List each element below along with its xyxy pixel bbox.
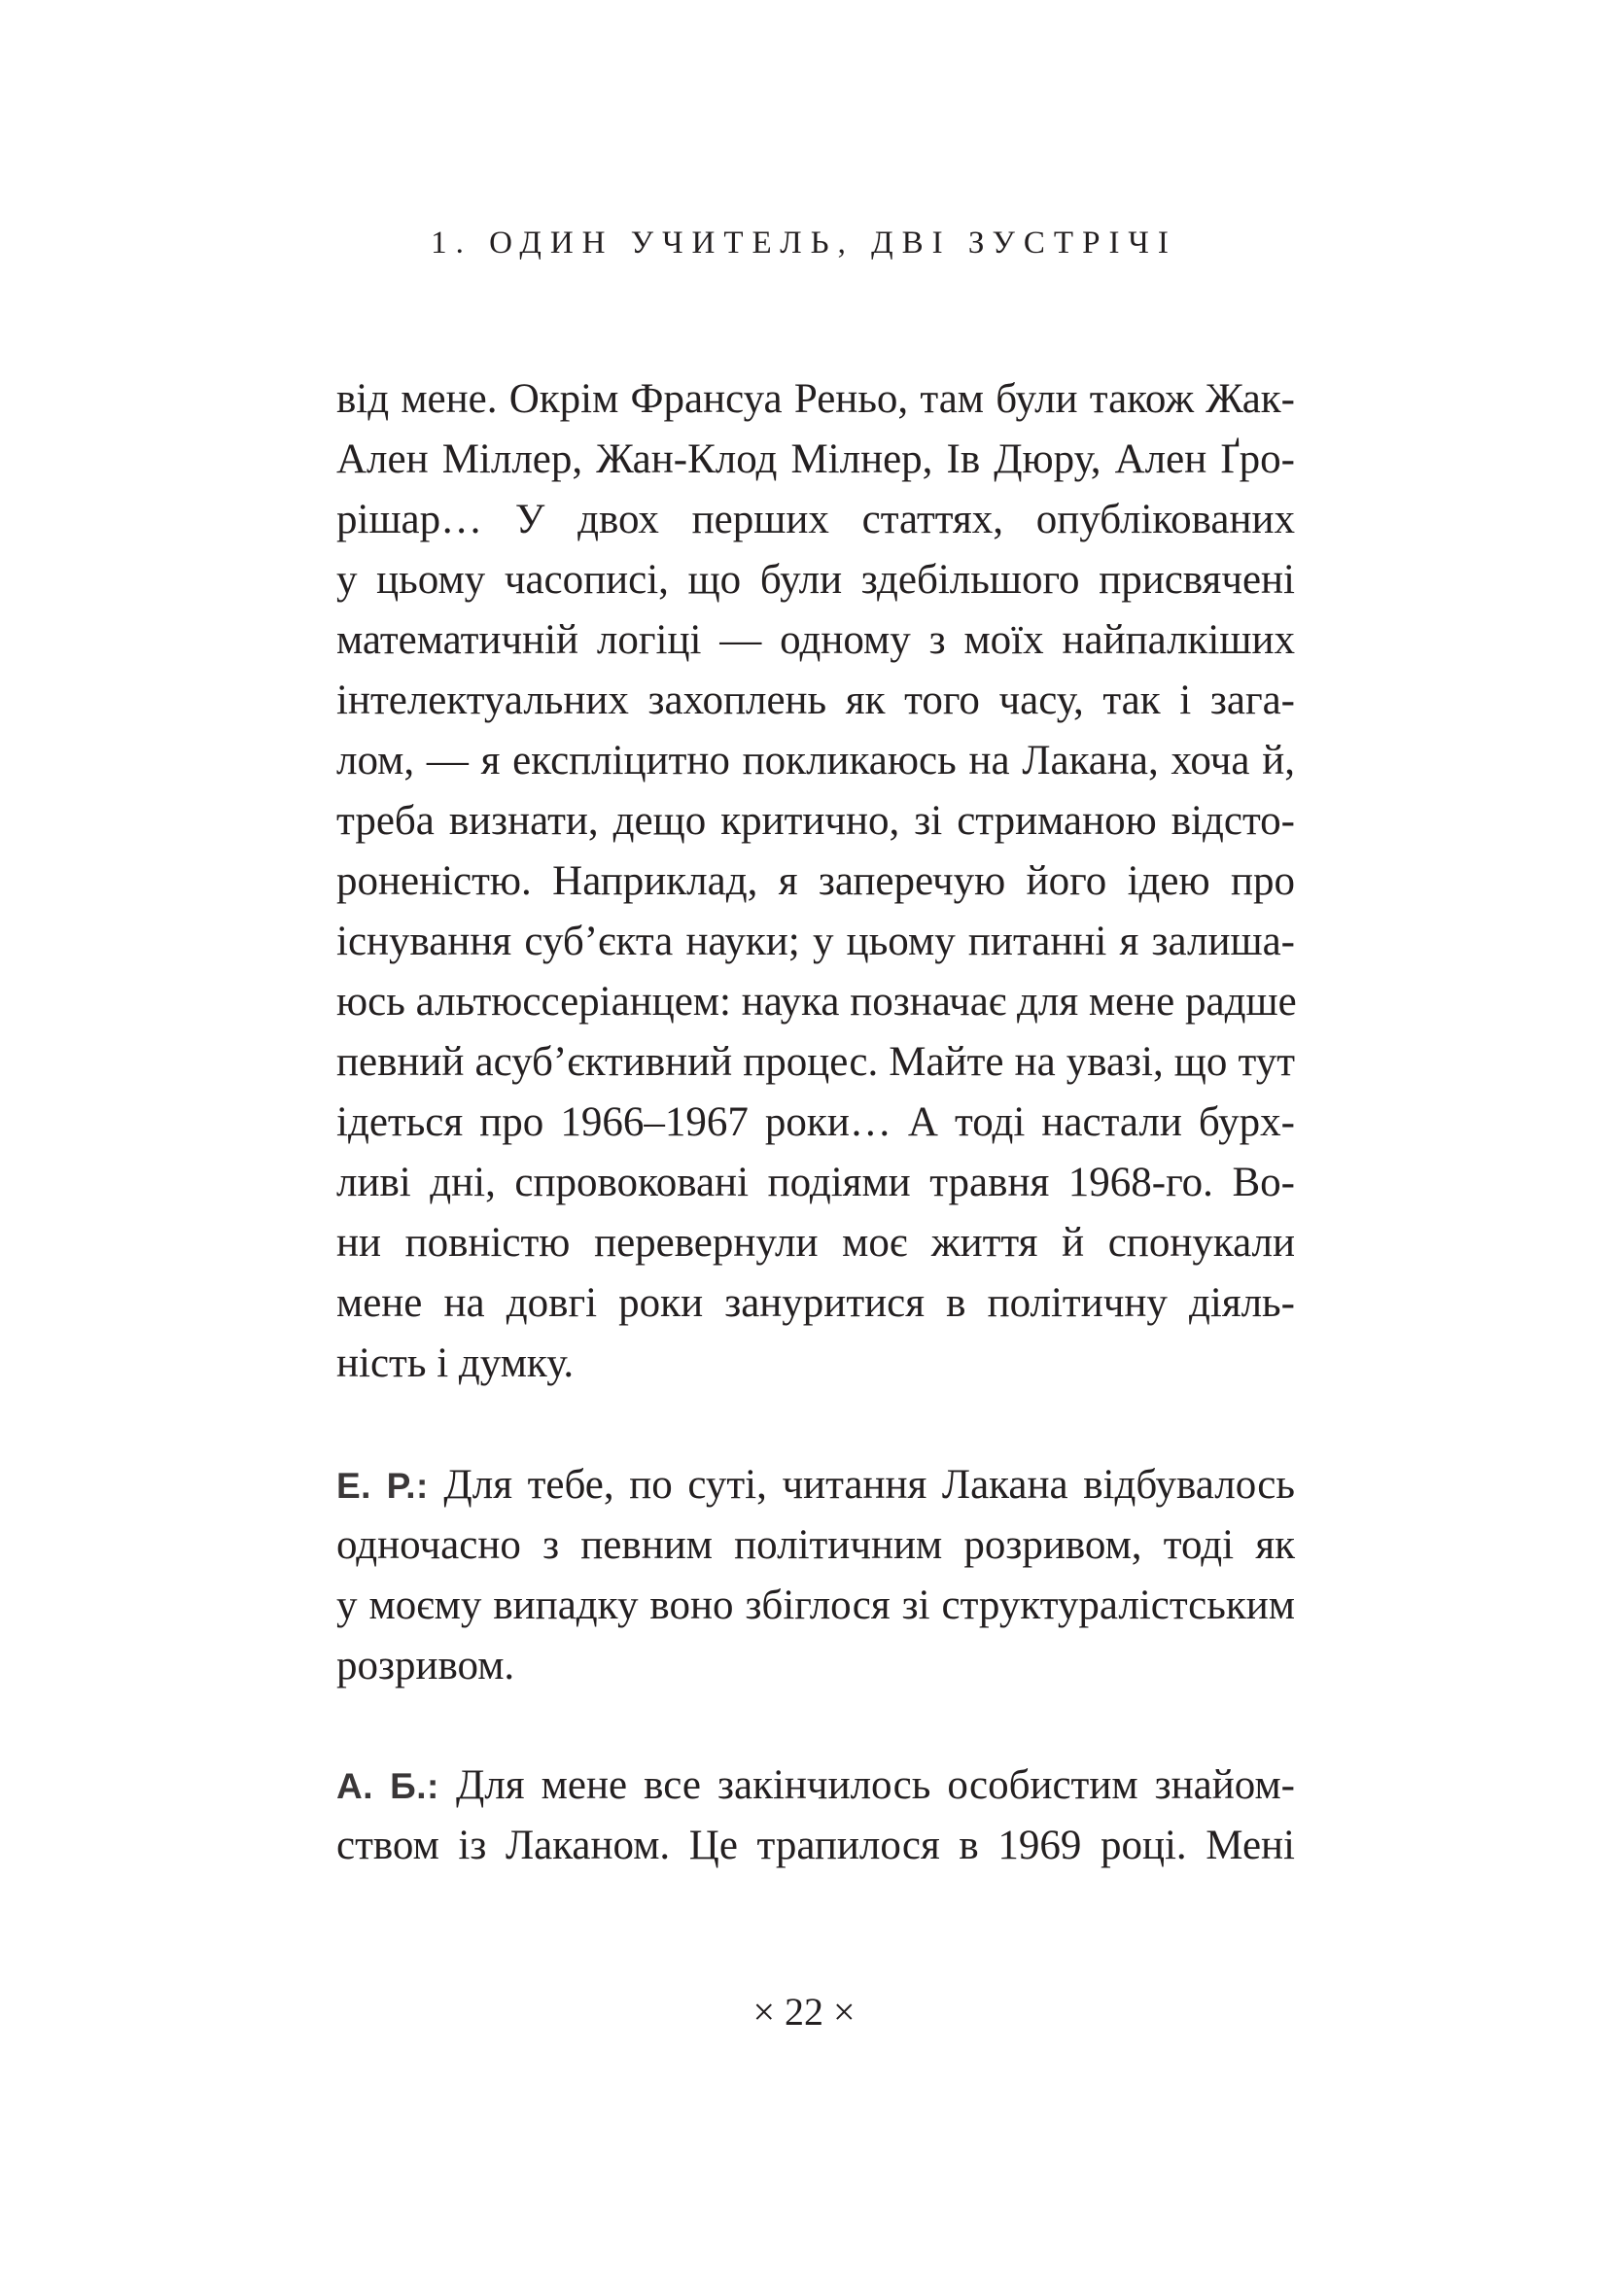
text-line: ством із Лаканом. Це трапилося в 1969 році. Мені <box>336 1823 1295 1868</box>
text-line: від мене. Окрім Франсуа Реньо, там були також Жак- <box>336 376 1295 422</box>
text-line: мене на довгі роки зануритися в політичну діяль- <box>336 1280 1295 1326</box>
text-line-with-speaker <box>336 1756 1295 1816</box>
text-line: ідеться про 1966–1967 роки… А тоді настали бурх- <box>336 1099 1295 1145</box>
text-line: у моєму випадку воно збіглося зі структуралістським <box>336 1583 1295 1628</box>
speaker-label: Е. Р.: <box>336 1466 429 1506</box>
text-line: ність і думку. <box>336 1340 575 1386</box>
text-line: ливі дні, спровоковані подіями травня 1968-го. Во- <box>336 1160 1295 1205</box>
text-line: Ален Міллер, Жан-Клод Мілнер, Ів Дюру, Ален Ґро- <box>336 436 1295 482</box>
text-line: інтелектуальних захоплень як того часу, так і зага- <box>336 678 1295 723</box>
text-line: ни повністю перевернули моє життя й спонукали <box>336 1220 1295 1266</box>
text-line: математичній логіці — одному з моїх найпалкіших <box>336 617 1295 663</box>
text-line: одночасно з певним політичним розривом, тоді як <box>336 1522 1295 1568</box>
text-line: лом, — я експліцитно покликаюсь на Лакана, хоча й, <box>336 738 1295 783</box>
text-line: існування суб’єкта науки; у цьому питанні я залиша- <box>336 919 1295 964</box>
text-line: розривом. <box>336 1643 515 1688</box>
text-line: роненістю. Наприклад, я заперечую його ідею про <box>336 858 1295 904</box>
text-line: Для тебе, по суті, читання Лакана відбувалось <box>428 1462 1295 1508</box>
page-number: × 22 × <box>752 1990 856 2034</box>
paragraph-1 <box>336 369 1295 1394</box>
text-line: певний асуб’єктивний процес. Майте на увазі, що тут <box>336 1039 1295 1085</box>
text-line: Для мене все закінчилось особистим знайом- <box>438 1762 1295 1808</box>
text-line: у цьому часописі, що були здебільшого присвячені <box>336 557 1295 603</box>
paragraph-3 <box>336 1756 1295 1876</box>
speaker-label: А. Б.: <box>336 1766 439 1806</box>
text-line: рішар… У двох перших статтях, опублікованих <box>336 497 1295 542</box>
running-header: 1. ОДИН УЧИТЕЛЬ, ДВІ ЗУСТРІЧІ <box>431 226 1177 261</box>
text-line-with-speaker <box>336 1455 1295 1515</box>
text-line: треба визнати, дещо критично, зі стриманою відсто- <box>336 798 1295 844</box>
text-line: юсь альтюссеріанцем: наука позначає для мене радше <box>336 979 1297 1025</box>
paragraph-2 <box>336 1455 1295 1696</box>
